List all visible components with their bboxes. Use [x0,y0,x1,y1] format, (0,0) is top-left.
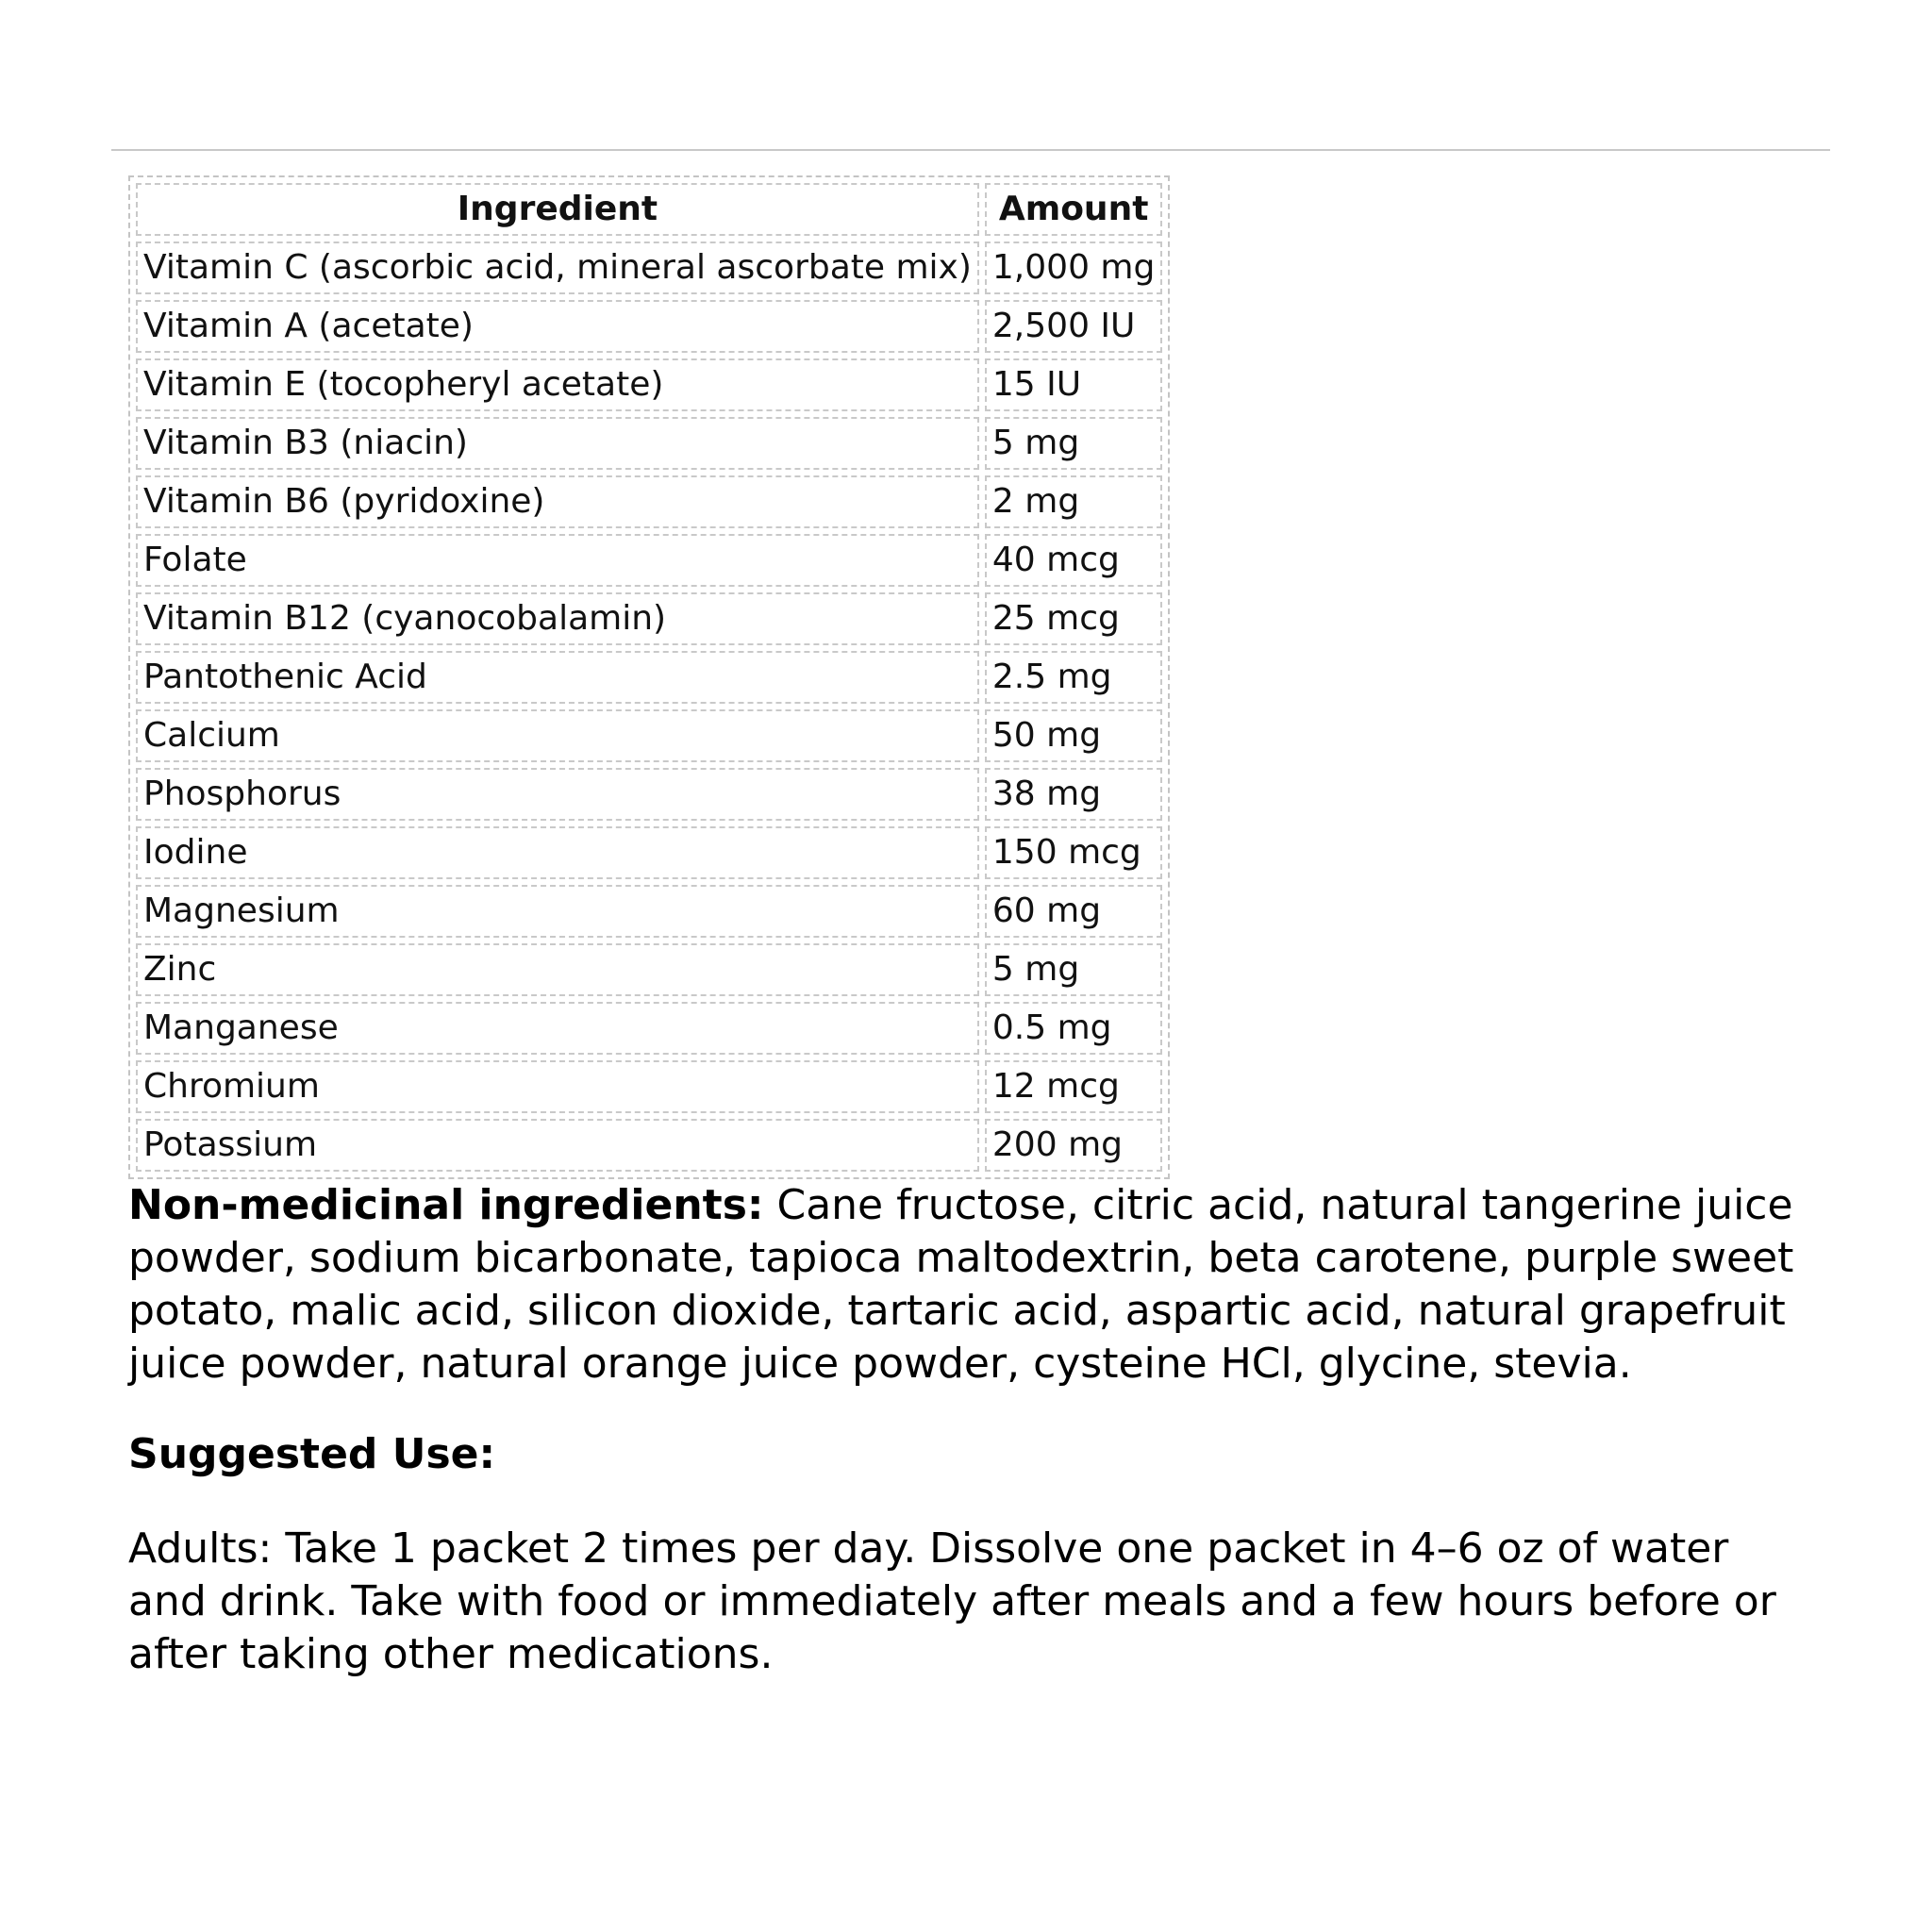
table-row [136,1002,1162,1055]
suggested-use-heading: Suggested Use: [128,1430,496,1478]
table-row [136,475,1162,528]
table-body [136,242,1162,1172]
horizontal-divider [111,149,1830,151]
ingredient-cell: Vitamin C (ascorbic acid, mineral ascorbate mix) [136,242,979,294]
ingredient-cell: Vitamin E (tocopheryl acetate) [136,358,979,411]
amount-cell: 150 mcg [985,826,1162,879]
table-row [136,592,1162,645]
amount-cell: 15 IU [985,358,1162,411]
amount-cell: 12 mcg [985,1060,1162,1113]
ingredient-cell: Manganese [136,1002,979,1055]
ingredient-cell: Iodine [136,826,979,879]
amount-cell: 2.5 mg [985,651,1162,704]
amount-cell: 1,000 mg [985,242,1162,294]
amount-cell: 5 mg [985,943,1162,996]
table-row [136,826,1162,879]
table-row [136,885,1162,938]
ingredient-cell: Calcium [136,709,979,762]
table-row [136,300,1162,353]
non-medicinal-paragraph [128,1179,1807,1391]
table-row [136,943,1162,996]
amount-cell: 50 mg [985,709,1162,762]
amount-cell: 5 mg [985,417,1162,470]
amount-cell: 40 mcg [985,534,1162,587]
ingredients-table [128,175,1170,1179]
ingredient-cell: Vitamin B3 (niacin) [136,417,979,470]
amount-cell: 2 mg [985,475,1162,528]
amount-cell: 200 mg [985,1119,1162,1172]
suggested-use-text: Adults: Take 1 packet 2 times per day. Dissolve one packet in 4–6 oz of water and drink. Take with food or immediately after meals and a few hours before or after taking other medications. [128,1524,1776,1678]
amount-cell: 60 mg [985,885,1162,938]
table-row [136,1119,1162,1172]
ingredient-cell: Pantothenic Acid [136,651,979,704]
ingredient-cell: Folate [136,534,979,587]
ingredient-cell: Vitamin A (acetate) [136,300,979,353]
amount-cell: 25 mcg [985,592,1162,645]
ingredient-cell: Chromium [136,1060,979,1113]
table-row [136,768,1162,821]
table-row [136,417,1162,470]
ingredient-cell: Phosphorus [136,768,979,821]
non-medicinal-label: Non-medicinal ingredients: [128,1181,764,1229]
table-row [136,534,1162,587]
ingredient-cell: Vitamin B12 (cyanocobalamin) [136,592,979,645]
ingredient-cell: Vitamin B6 (pyridoxine) [136,475,979,528]
ingredient-cell: Zinc [136,943,979,996]
table-row [136,242,1162,294]
table-row [136,1060,1162,1113]
table-row [136,709,1162,762]
table-header-row [136,183,1162,236]
amount-cell: 0.5 mg [985,1002,1162,1055]
table-row [136,651,1162,704]
non-medicinal-text: Cane fructose, citric acid, natural tangerine juice powder, sodium bicarbonate, tapioca maltodextrin, beta carotene, purple sweet potato, malic acid, silicon dioxide, tartaric acid, aspartic acid, natural grapefruit juice powder, natural orange juice powder, cysteine HCl, glycine, stevia. [128,1181,1794,1388]
header-ingredient: Ingredient [136,183,979,236]
header-amount: Amount [985,183,1162,236]
amount-cell: 2,500 IU [985,300,1162,353]
ingredient-cell: Potassium [136,1119,979,1172]
amount-cell: 38 mg [985,768,1162,821]
table-row [136,358,1162,411]
ingredient-cell: Magnesium [136,885,979,938]
